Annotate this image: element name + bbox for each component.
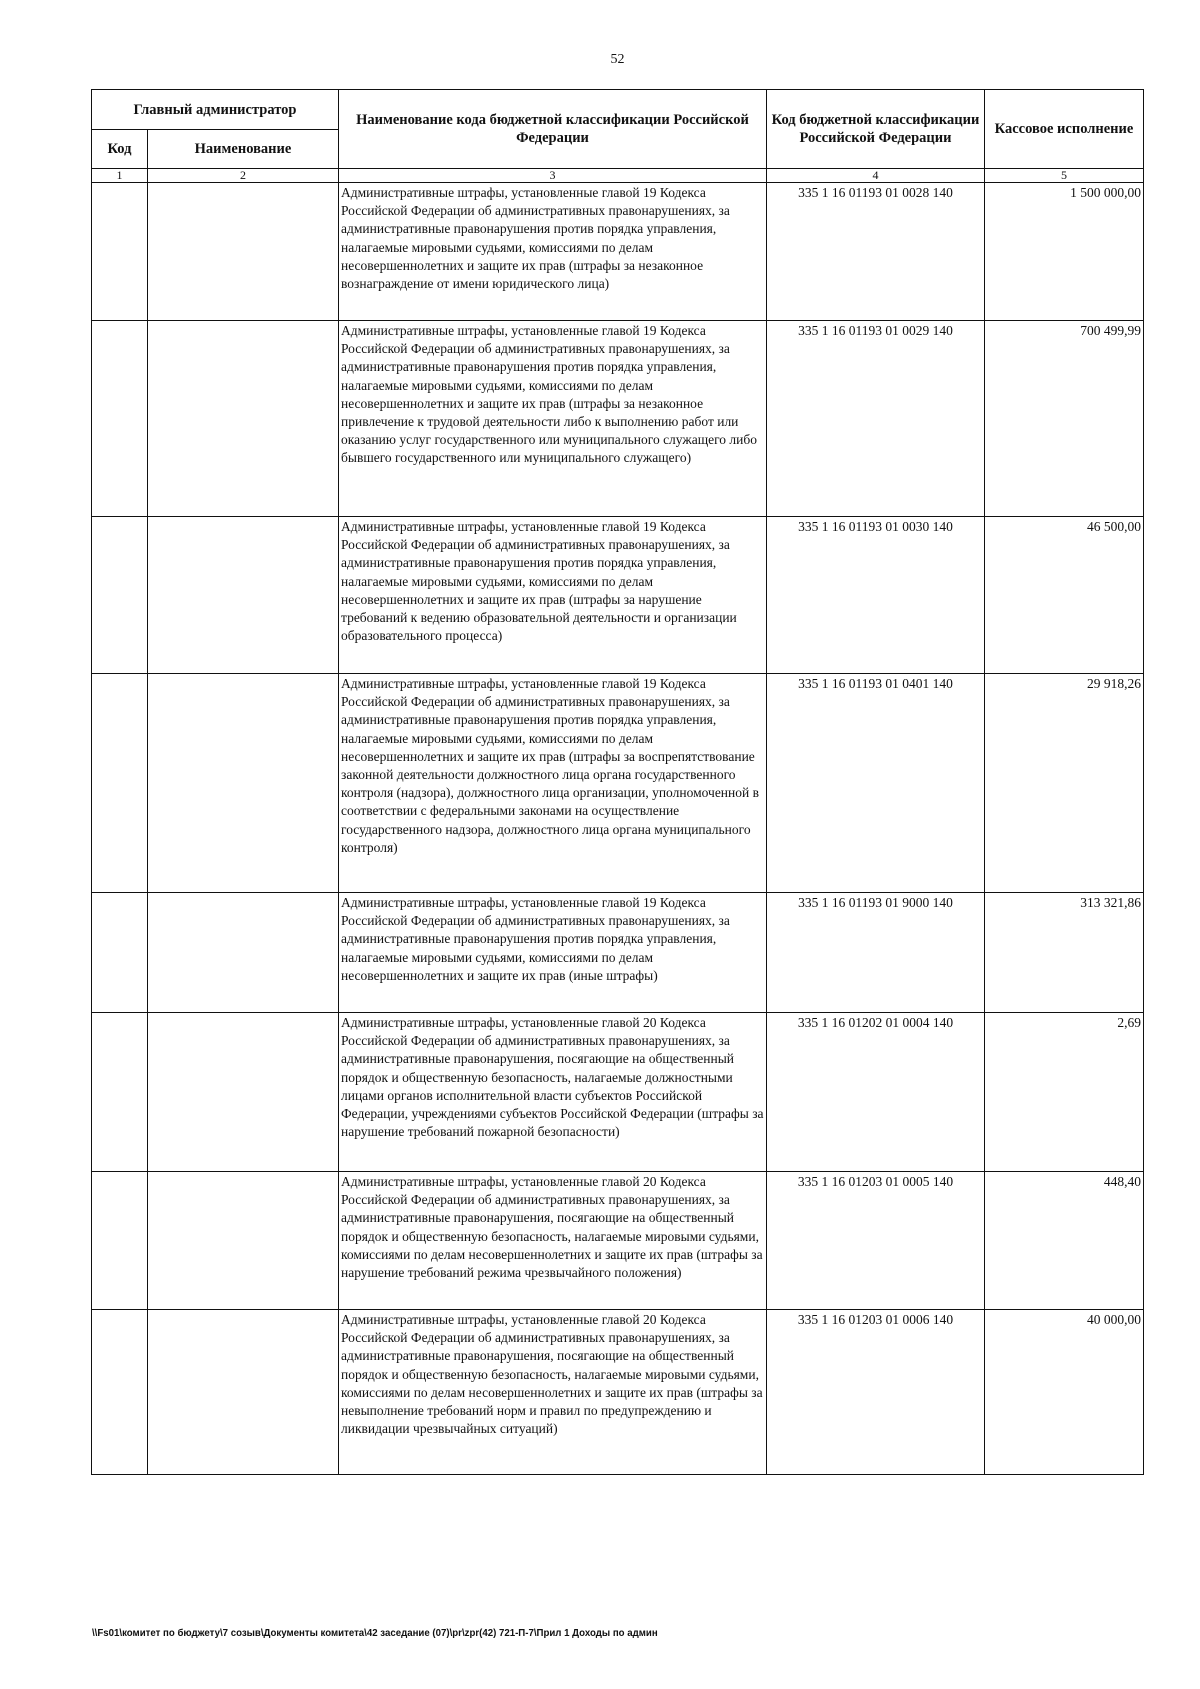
revenue-table-container [91,89,1143,1475]
admin-name-cell [148,321,339,517]
header-execution: Кассовое исполнение [985,90,1144,169]
admin-name-cell [148,183,339,321]
footer-file-path: \\Fs01\комитет по бюджету\7 созыв\Документы комитета\42 заседание (07)\pr\zpr(42) 721-П-7\Прил 1 Доходы по админ [92,1627,658,1639]
revenue-table [91,89,1144,1475]
amount-cell: 313 321,86 [985,893,1144,1013]
header-name: Наименование [148,130,339,169]
bk-code-cell: 335 1 16 01193 01 0030 140 [767,517,985,674]
header-main-admin: Главный администратор [92,90,339,130]
admin-code-cell [92,321,148,517]
admin-name-cell [148,1310,339,1475]
table-row [92,1310,1144,1475]
bk-code-cell: 335 1 16 01193 01 0401 140 [767,674,985,893]
admin-code-cell [92,893,148,1013]
admin-code-cell [92,1013,148,1172]
amount-cell: 46 500,00 [985,517,1144,674]
amount-cell: 448,40 [985,1172,1144,1310]
amount-cell: 2,69 [985,1013,1144,1172]
table-row [92,674,1144,893]
amount-cell: 29 918,26 [985,674,1144,893]
bk-code-cell: 335 1 16 01203 01 0006 140 [767,1310,985,1475]
table-row [92,517,1144,674]
table-row [92,183,1144,321]
bk-code-cell: 335 1 16 01193 01 0029 140 [767,321,985,517]
amount-cell: 1 500 000,00 [985,183,1144,321]
column-number: 3 [339,169,767,183]
amount-cell: 40 000,00 [985,1310,1144,1475]
description-cell: Административные штрафы, установленные главой 19 Кодекса Российской Федерации об административных правонарушениях, за административные правонарушения против порядка управления, налагаемые мировыми судьями, комиссиями по делам несовершеннолетних и защите их прав (штрафы за нарушение требований к ведению образовательной деятельности и организации образовательного процесса) [339,517,767,674]
header-bk-name: Наименование кода бюджетной классификации Российской Федерации [339,90,767,169]
admin-name-cell [148,893,339,1013]
bk-code-cell: 335 1 16 01193 01 9000 140 [767,893,985,1013]
description-cell: Административные штрафы, установленные главой 20 Кодекса Российской Федерации об административных правонарушениях, за административные правонарушения, посягающие на общественный порядок и общественную безопасность, налагаемые мировыми судьями, комиссиями по делам несовершеннолетних и защите их прав (штрафы за нарушение требований режима чрезвычайного положения) [339,1172,767,1310]
header-code: Код [92,130,148,169]
header-bk-code: Код бюджетной классификации Российской Федерации [767,90,985,169]
description-cell: Административные штрафы, установленные главой 19 Кодекса Российской Федерации об административных правонарушениях, за административные правонарушения против порядка управления, налагаемые мировыми судьями, комиссиями по делам несовершеннолетних и защите их прав (штрафы за незаконное вознаграждение от имени юридического лица) [339,183,767,321]
admin-name-cell [148,1172,339,1310]
amount-cell: 700 499,99 [985,321,1144,517]
table-row [92,321,1144,517]
admin-code-cell [92,1172,148,1310]
column-number: 4 [767,169,985,183]
admin-code-cell [92,674,148,893]
description-cell: Административные штрафы, установленные главой 19 Кодекса Российской Федерации об административных правонарушениях, за административные правонарушения против порядка управления, налагаемые мировыми судьями, комиссиями по делам несовершеннолетних и защите их прав (штрафы за незаконное привлечение к трудовой деятельности либо к выполнению работ или оказанию услуг государственного или муниципального служащего либо бывшего государственного или муниципального служащего) [339,321,767,517]
column-number: 2 [148,169,339,183]
admin-code-cell [92,1310,148,1475]
column-number: 1 [92,169,148,183]
bk-code-cell: 335 1 16 01202 01 0004 140 [767,1013,985,1172]
bk-code-cell: 335 1 16 01203 01 0005 140 [767,1172,985,1310]
admin-name-cell [148,1013,339,1172]
admin-name-cell [148,517,339,674]
bk-code-cell: 335 1 16 01193 01 0028 140 [767,183,985,321]
table-row [92,1172,1144,1310]
table-row [92,1013,1144,1172]
description-cell: Административные штрафы, установленные главой 19 Кодекса Российской Федерации об административных правонарушениях, за административные правонарушения против порядка управления, налагаемые мировыми судьями, комиссиями по делам несовершеннолетних и защите их прав (иные штрафы) [339,893,767,1013]
column-number: 5 [985,169,1144,183]
description-cell: Административные штрафы, установленные главой 19 Кодекса Российской Федерации об административных правонарушениях, за административные правонарушения против порядка управления, налагаемые мировыми судьями, комиссиями по делам несовершеннолетних и защите их прав (штрафы за воспрепятствование законной деятельности должностного лица органа государственного контроля (надзора), должностного лица организации, уполномоченной в соответствии с федеральными законами на осуществление государственного надзора, должностного лица органа муниципального контроля) [339,674,767,893]
description-cell: Административные штрафы, установленные главой 20 Кодекса Российской Федерации об административных правонарушениях, за административные правонарушения, посягающие на общественный порядок и общественную безопасность, налагаемые мировыми судьями, комиссиями по делам несовершеннолетних и защите их прав (штрафы за невыполнение требований норм и правил по предупреждению и ликвидации чрезвычайных ситуаций) [339,1310,767,1475]
table-row [92,893,1144,1013]
description-cell: Административные штрафы, установленные главой 20 Кодекса Российской Федерации об административных правонарушениях, за административные правонарушения, посягающие на общественный порядок и общественную безопасность, налагаемые должностными лицами органов исполнительной власти субъектов Российской Федерации, учреждениями субъектов Российской Федерации (штрафы за нарушение требований пожарной безопасности) [339,1013,767,1172]
page-number: 52 [610,52,625,67]
admin-code-cell [92,183,148,321]
admin-name-cell [148,674,339,893]
admin-code-cell [92,517,148,674]
